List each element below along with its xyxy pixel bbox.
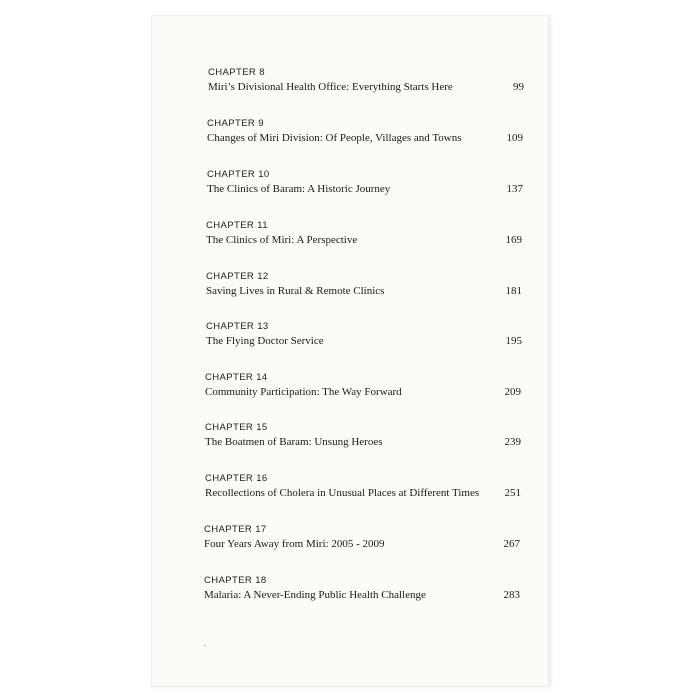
- chapter-title: The Flying Doctor Service: [206, 335, 324, 347]
- chapter-title: Saving Lives in Rural & Remote Clinics: [206, 285, 385, 297]
- chapter-title: Four Years Away from Miri: 2005 - 2009: [204, 538, 385, 550]
- chapter-title: The Clinics of Baram: A Historic Journey: [207, 183, 391, 195]
- chapter-number: CHAPTER 8: [208, 67, 265, 78]
- chapter-title: Malaria: A Never-Ending Public Health Challenge: [204, 589, 426, 601]
- toc-entry-chapter-17: [204, 524, 530, 564]
- toc-entry-chapter-10: [207, 169, 533, 209]
- chapter-number: CHAPTER 17: [204, 524, 267, 535]
- chapter-page-number: 239: [504, 436, 521, 448]
- chapter-title: The Clinics of Miri: A Perspective: [206, 234, 358, 246]
- chapter-page-number: 181: [505, 285, 522, 297]
- toc-entry-chapter-13: [206, 321, 532, 361]
- chapter-number: CHAPTER 18: [204, 575, 267, 586]
- chapter-title: Recollections of Cholera in Unusual Places at Different Times: [205, 487, 480, 499]
- chapter-number: CHAPTER 11: [206, 220, 268, 231]
- chapter-title: Changes of Miri Division: Of People, Villages and Towns: [207, 132, 462, 144]
- chapter-number: CHAPTER 14: [205, 372, 268, 383]
- chapter-page-number: 195: [505, 335, 522, 347]
- toc-entry-chapter-11: [206, 220, 532, 260]
- chapter-page-number: 109: [506, 132, 523, 144]
- chapter-title: Miri’s Divisional Health Office: Everything Starts Here: [208, 81, 453, 93]
- chapter-number: CHAPTER 13: [206, 321, 269, 332]
- toc-entry-chapter-8: [208, 67, 534, 107]
- toc-entry-chapter-16: [205, 473, 531, 513]
- chapter-title: The Boatmen of Baram: Unsung Heroes: [205, 436, 383, 448]
- toc-entry-chapter-18: [204, 575, 530, 615]
- toc-entry-chapter-14: [205, 372, 531, 412]
- paper-speck: [204, 645, 206, 646]
- toc-entry-chapter-15: [205, 422, 531, 462]
- chapter-page-number: 267: [503, 538, 520, 550]
- chapter-page-number: 283: [503, 589, 520, 601]
- toc-entry-chapter-9: [207, 118, 533, 158]
- chapter-number: CHAPTER 12: [206, 271, 269, 282]
- toc-entry-chapter-12: [206, 271, 532, 311]
- chapter-number: CHAPTER 15: [205, 422, 268, 433]
- chapter-number: CHAPTER 16: [205, 473, 268, 484]
- chapter-page-number: 251: [504, 487, 521, 499]
- chapter-number: CHAPTER 10: [207, 169, 270, 180]
- chapter-page-number: 99: [513, 81, 524, 93]
- chapter-title: Community Participation: The Way Forward: [205, 386, 402, 398]
- chapter-page-number: 169: [505, 234, 522, 246]
- chapter-page-number: 209: [504, 386, 521, 398]
- chapter-number: CHAPTER 9: [207, 118, 264, 129]
- chapter-page-number: 137: [506, 183, 523, 195]
